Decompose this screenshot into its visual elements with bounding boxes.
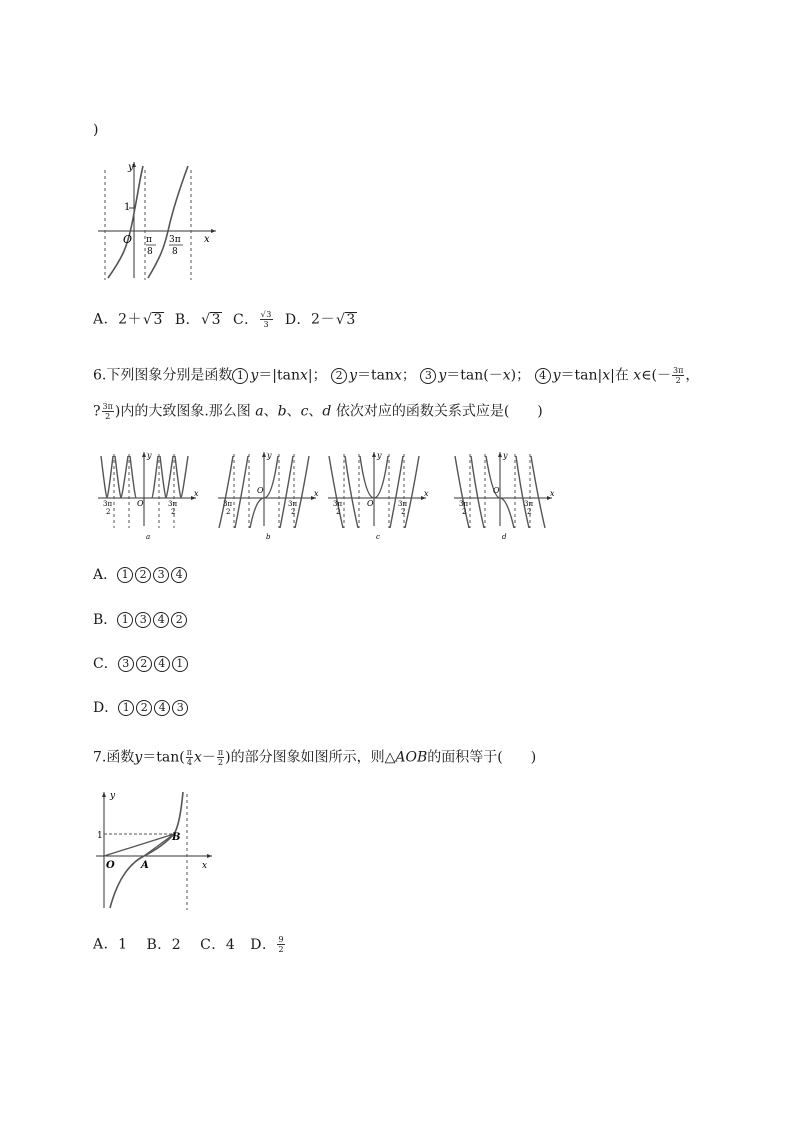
q6-opt-b-c1: 1 — [117, 612, 133, 628]
q7-option-d-label: D． — [250, 936, 277, 953]
q6-line2-fraction — [102, 402, 114, 421]
q5-option-c-denominator: 3 — [263, 320, 270, 329]
q5-option-a-radicand: √ 3 — [152, 312, 164, 327]
q6-option-b — [93, 611, 189, 629]
q6a-tick-den-r: 2 — [171, 508, 176, 516]
q6-var-b: b — [277, 403, 287, 420]
q7-frac-2 — [217, 748, 224, 767]
q6-opt-d-c3: 4 — [154, 700, 170, 716]
q5-option-d-radicand: √ 3 — [345, 312, 357, 327]
q6-line2-num: 3π — [102, 402, 113, 411]
q7-frac2-num: π — [217, 748, 224, 757]
q6d-y: y — [503, 451, 508, 460]
q6-option-c-label: C． — [93, 656, 118, 672]
q6c-tick-num-l: 3π — [333, 500, 343, 508]
q6d-x: x — [550, 489, 555, 498]
q6-caption-a: a — [146, 533, 151, 541]
closing-paren: ) — [93, 122, 99, 138]
q7-option-b: B．2 — [146, 936, 182, 953]
q7-minus: － — [201, 749, 216, 766]
q6-f1-x: x — [300, 367, 308, 384]
q6-line2-den: 2 — [105, 412, 111, 421]
q6-f4-end: |在 — [610, 367, 629, 384]
q6d-tick-num-l: 3π — [459, 500, 469, 508]
q6a-tick-num-r: 3π — [168, 500, 178, 508]
q6-option-a — [93, 566, 189, 584]
q6-opt-b-c2: 3 — [135, 612, 151, 628]
q7-option-c: C．4 — [200, 936, 236, 953]
q6-sep-1: 、 — [263, 403, 278, 420]
q6b-tick-num-l: 3π — [223, 500, 233, 508]
q5-option-d-value: 2－ — [311, 311, 335, 328]
q6-opt-d-c1: 1 — [118, 700, 134, 716]
q6-opt-a-c4: 4 — [171, 567, 187, 583]
q6c-x: x — [424, 489, 429, 498]
q6-circle-4: 4 — [535, 368, 551, 384]
q6-interval-num: 3π — [673, 366, 684, 375]
q5-option-b-label: B． — [174, 311, 201, 328]
q6a-tick-num-l: 3π — [103, 500, 113, 508]
q6-circle-1: 1 — [232, 368, 248, 384]
q6-sep-3: 、 — [308, 403, 323, 420]
q6-opt-a-c1: 1 — [117, 567, 133, 583]
q6b-tick-num-r: 3π — [288, 500, 298, 508]
q7-tail: 的面积等于( ) — [427, 749, 537, 766]
q7-y-label: y — [110, 791, 116, 801]
q6d-tick-den-r: 2 — [527, 508, 532, 516]
q6-f4-eq: ＝tan| — [560, 367, 603, 384]
q6-f1-eq: ＝|tan — [258, 367, 300, 384]
q6-sep-2: 、 — [286, 403, 301, 420]
q6-caption-d: d — [502, 533, 507, 541]
q6-f1-y: y — [250, 367, 259, 384]
q6-line2-tail: 依次对应的函数关系式应是( ) — [335, 403, 543, 420]
q6a-tick-den-l: 2 — [106, 508, 111, 516]
q6-interval-den: 2 — [675, 376, 681, 385]
q6-circle-2: 2 — [331, 368, 347, 384]
q6-line2-text: )内的大致图象.那么图 — [114, 403, 251, 420]
q5-pi-label: π — [146, 235, 152, 245]
q6-option-c — [93, 655, 190, 673]
q6b-x: x — [314, 489, 319, 498]
q7-frac1-den: 4 — [186, 758, 192, 767]
q6-caption-c: c — [376, 533, 380, 541]
q6-opt-b-c4: 2 — [171, 612, 187, 628]
q6-opt-c-c4: 1 — [172, 656, 188, 672]
q6-f3-end: )； — [510, 367, 531, 384]
q7-frac2-den: 2 — [217, 758, 224, 767]
q6d-tick-den-l: 2 — [462, 508, 467, 516]
q7-x: x — [194, 749, 202, 766]
q6-comma: ， — [685, 367, 700, 384]
q6-circle-3: 3 — [420, 368, 436, 384]
q6-f3-eq: ＝tan(－ — [446, 367, 503, 384]
q6-graph-c — [328, 451, 429, 541]
q7-eq: ＝tan( — [142, 749, 185, 766]
q6-option-a-label: A． — [93, 567, 118, 583]
q6-caption-b: b — [266, 533, 271, 541]
q7-x-label: x — [202, 861, 208, 871]
q6-stem-line1 — [93, 366, 699, 385]
q7-post: )的部分图象如图所示，则△ — [225, 749, 396, 766]
q7-point-b-label: B — [172, 832, 181, 843]
q7-point-a-label: A — [141, 860, 149, 871]
q6-f2-eq: ＝tan — [357, 367, 394, 384]
q6-option-d-label: D． — [93, 700, 119, 716]
q6-var-a: a — [255, 403, 264, 420]
q5-x-label: x — [204, 234, 210, 245]
q5-option-c-numerator: 3 — [266, 310, 272, 319]
q6-graph-d — [454, 451, 555, 541]
q6c-tick-den-l: 2 — [336, 508, 341, 516]
q6-opt-a-c3: 3 — [153, 567, 169, 583]
q6-opt-d-c2: 2 — [136, 700, 152, 716]
q7-frac1-num: π — [186, 748, 192, 757]
q6-f4-x: x — [602, 367, 611, 384]
q5-origin-label: O — [123, 233, 133, 246]
q6c-y: y — [377, 451, 382, 460]
q7-y: y — [134, 749, 143, 766]
q5-option-a-value: 2＋ — [118, 311, 143, 328]
q7-option-a: A．1 — [93, 936, 128, 953]
q7-option-d-fraction — [277, 935, 285, 954]
q6-var-d: d — [322, 403, 332, 420]
q7-frac-1 — [186, 748, 193, 767]
q5-option-c-fraction: $\frac{√3}{3}$ — [260, 310, 272, 329]
q6b-y: y — [267, 451, 272, 460]
q5-option-a-label: A． — [93, 311, 119, 328]
q5-y-label: y — [128, 162, 134, 173]
q7-aob: AOB — [395, 749, 428, 766]
q6d-o: O — [493, 486, 500, 495]
q6c-o: O — [367, 499, 374, 508]
q6-interval-open: ∈(－ — [641, 367, 672, 384]
q5-options — [93, 310, 357, 329]
q7-pre: 7.函数 — [93, 749, 135, 766]
q6d-tick-num-r: 3π — [524, 500, 534, 508]
q6b-o: O — [257, 486, 264, 495]
q7-option-d-num: 9 — [278, 935, 285, 944]
q6-graph-a — [98, 451, 199, 541]
q6-graph-b — [218, 451, 319, 541]
q6a-x: x — [194, 489, 199, 498]
q6a-y: y — [147, 451, 152, 460]
q7-stem — [93, 748, 536, 767]
q6-f2-x: x — [394, 367, 402, 384]
q5-one-label: 1 — [124, 202, 131, 213]
q6-line2-pre: ? — [93, 403, 101, 420]
q6b-tick-den-r: 2 — [291, 508, 296, 516]
q5-three-pi-label: 3π — [169, 235, 181, 245]
q7-origin-label: O — [106, 860, 115, 871]
q5-eight-label: 8 — [147, 247, 153, 257]
q5-option-b-radicand: √ 3 — [210, 312, 222, 327]
q6-interval-x: x — [633, 367, 642, 384]
q6-intro: 6.下列图象分别是函数 — [93, 367, 233, 384]
q6-f2-end: ； — [401, 367, 416, 384]
q7-tangent-graph — [94, 788, 218, 912]
q6-opt-d-c4: 3 — [172, 700, 188, 716]
q6-opt-c-c1: 3 — [118, 656, 134, 672]
q6-f1-end: |； — [307, 367, 327, 384]
q6-stem-line2 — [93, 402, 543, 421]
q6-option-b-label: B． — [93, 612, 118, 628]
q5-tangent-graph — [92, 158, 222, 283]
q7-option-d-den: 2 — [278, 945, 285, 954]
q6-graphs — [92, 448, 554, 543]
q6b-tick-den-l: 2 — [226, 508, 231, 516]
q6-opt-a-c2: 2 — [135, 567, 151, 583]
q5-eight-label-2: 8 — [172, 247, 178, 257]
q5-option-d-label: D． — [284, 311, 312, 328]
q5-option-c-label: C． — [232, 311, 259, 328]
q6-f3-y: y — [438, 367, 447, 384]
q6-f3-x: x — [502, 367, 511, 384]
q6-opt-c-c2: 2 — [136, 656, 152, 672]
q7-options — [93, 935, 286, 954]
q7-one-label: 1 — [97, 831, 103, 841]
q6-opt-b-c3: 4 — [153, 612, 169, 628]
q6a-o: O — [137, 499, 144, 508]
q6-var-c: c — [300, 403, 309, 420]
q6-f4-y: y — [552, 367, 561, 384]
q6c-tick-num-r: 3π — [398, 500, 408, 508]
q6-interval-fraction — [672, 366, 684, 385]
q6-f2-y: y — [349, 367, 357, 384]
q6-opt-c-c3: 4 — [154, 656, 170, 672]
q6-option-d — [93, 699, 190, 717]
q6c-tick-den-r: 2 — [401, 508, 406, 516]
